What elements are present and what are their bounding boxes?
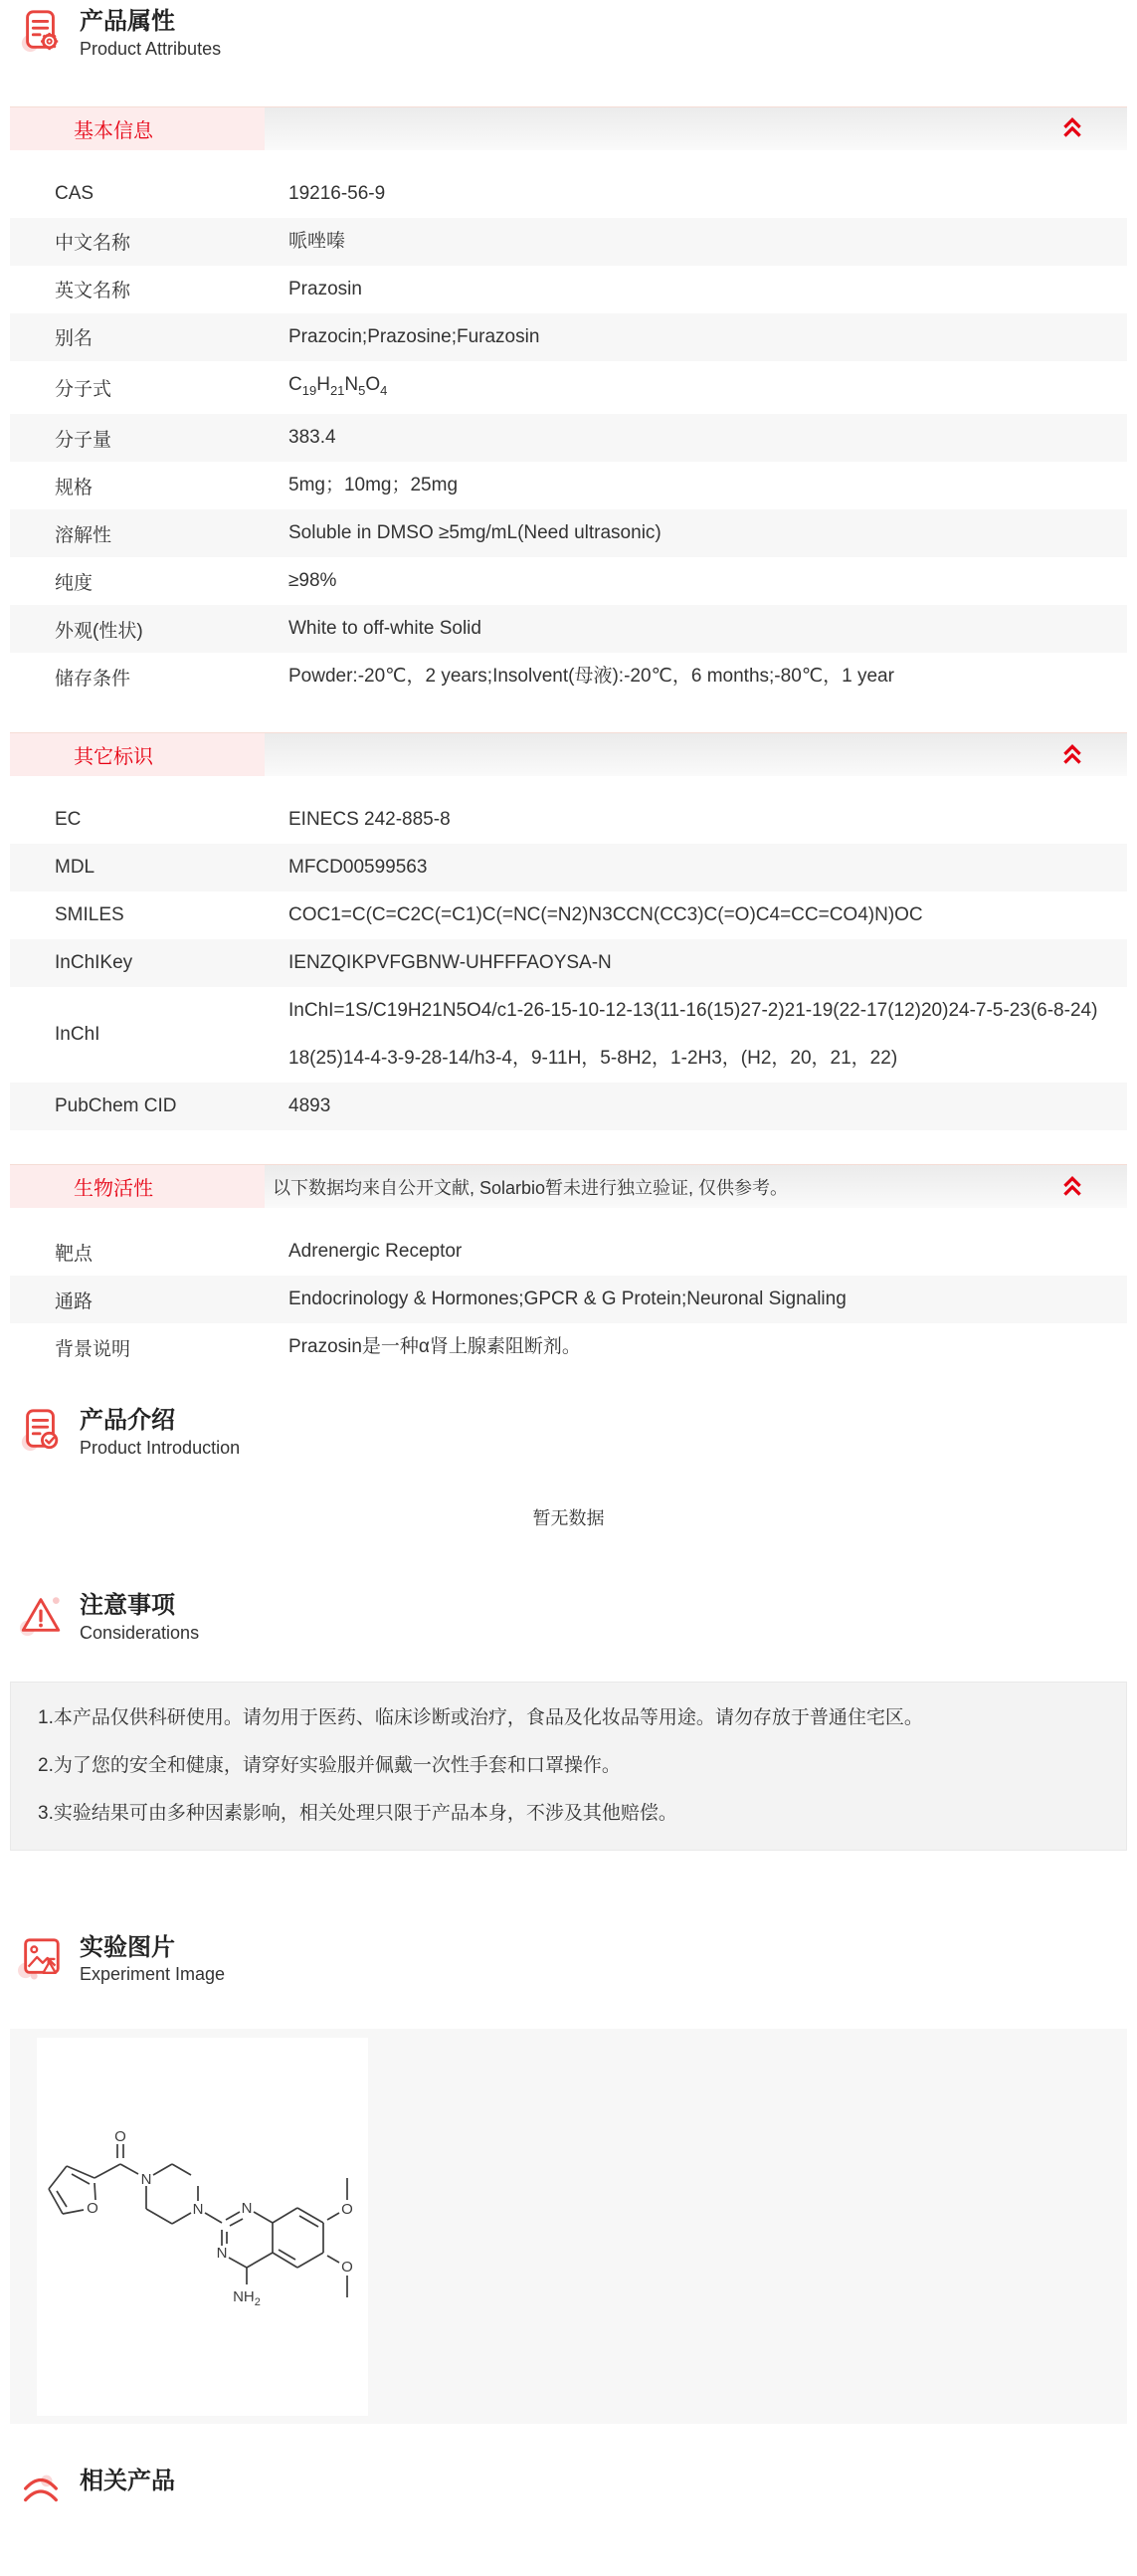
table-row <box>10 796 1127 844</box>
row-value: COC1=C(C=C2C(=C1)C(=NC(=N2)N3CCN(CC3)C(=O)C4=CC=CO4)N)OC <box>288 904 923 926</box>
row-label: 外观(性状) <box>55 620 143 642</box>
atom-label: O <box>341 2259 353 2277</box>
row-value: Powder:-20℃，2 years;Insolvent(母液):-20℃，6 months;-80℃，1 year <box>288 666 894 688</box>
section-title-en: Considerations <box>80 1622 200 1643</box>
row-value: InChI=1S/C19H21N5O4/c1-26-15-10-12-13(11-16(15)27-2)21-19(22-17(12)20)24-7-5-23(6-8-24)18(25)14-4-3-9-28-14/h3-4，9-11H，5-8H2，1-2H3，(H2，20，21，22) <box>288 1000 1098 1070</box>
double-chevron-up-icon <box>1059 742 1085 768</box>
atom-label: N <box>216 2245 228 2263</box>
atom-label: O <box>114 2128 126 2146</box>
row-label: 英文名称 <box>55 281 131 302</box>
bioactivity-table <box>10 1228 1127 1371</box>
double-chevron-up-icon <box>1059 1174 1085 1200</box>
table-row <box>10 509 1127 557</box>
row-label: 纯度 <box>55 572 94 594</box>
table-row <box>10 653 1127 700</box>
experiment-image-header <box>10 1934 1127 1986</box>
other-ids-table <box>10 796 1127 1130</box>
row-label: 中文名称 <box>55 233 131 255</box>
product-attributes-header <box>10 0 1127 60</box>
table-row <box>10 1323 1127 1371</box>
table-row <box>10 218 1127 266</box>
table-row <box>10 170 1127 218</box>
row-label: EC <box>55 809 82 831</box>
table-row <box>10 939 1127 987</box>
row-value: Adrenergic Receptor <box>288 1241 463 1263</box>
atom-label: N <box>192 2201 204 2219</box>
table-row <box>10 462 1127 509</box>
experiment-image-thumbnail[interactable] <box>37 2038 368 2416</box>
bioactivity-collapse-button[interactable] <box>1059 1174 1085 1200</box>
atom-label: O <box>341 2201 353 2219</box>
row-label: CAS <box>55 182 95 204</box>
table-row <box>10 557 1127 605</box>
row-label: InChI <box>55 1024 100 1046</box>
row-label: MDL <box>55 857 95 879</box>
product-introduction-titles <box>80 1407 240 1459</box>
row-label: 别名 <box>55 328 94 350</box>
experiment-image-titles <box>80 1934 225 1986</box>
section-title-en: Product Attributes <box>80 38 222 59</box>
row-label: 背景说明 <box>55 1338 131 1360</box>
row-value: 383.4 <box>288 427 336 449</box>
atom-label: O <box>87 2200 98 2218</box>
table-row <box>10 313 1127 361</box>
bioactivity-disclaimer: 以下数据均来自公开文献, Solarbio暂未进行独立验证, 仅供参考。 <box>273 1177 789 1198</box>
double-chevron-up-icon <box>1059 115 1085 141</box>
considerations-note-box <box>10 1682 1127 1851</box>
experiment-image-area <box>10 2029 1127 2424</box>
bioactivity-title: 生物活性 <box>74 1178 153 1201</box>
section-title-zh: 产品属性 <box>80 8 175 35</box>
consideration-note: 2.为了您的安全和健康，请穿好实验服并佩戴一次性手套和口罩操作。 <box>38 1754 621 1776</box>
table-row <box>10 892 1127 939</box>
row-value: $C_{19}H_{21}N_5O_4$ <box>288 373 388 398</box>
other-ids-title: 其它标识 <box>74 746 153 769</box>
row-value: Prazosin是一种α肾上腺素阻断剂。 <box>288 1336 581 1358</box>
row-value: Soluble in DMSO ≥5mg/mL(Need ultrasonic) <box>288 522 662 544</box>
row-label: 规格 <box>55 477 94 498</box>
document-gear-icon <box>18 8 64 54</box>
considerations-titles <box>80 1592 199 1644</box>
prazosin-structure-image <box>37 2038 368 2416</box>
row-label: 储存条件 <box>55 668 131 690</box>
basic-info-table <box>10 170 1127 701</box>
no-data-placeholder: 暂无数据 <box>532 1507 605 1528</box>
bioactivity-title-block <box>10 1165 265 1208</box>
basic-info-title: 基本信息 <box>74 119 153 142</box>
table-row <box>10 361 1127 415</box>
picture-flask-icon <box>18 1934 64 1980</box>
table-row <box>10 1228 1127 1276</box>
row-label: 通路 <box>55 1290 94 1312</box>
bioactivity-panel-bar <box>10 1164 1127 1208</box>
consideration-note: 3.实验结果可由多种因素影响，相关处理只限于产品本身，不涉及其他赔偿。 <box>38 1802 677 1824</box>
row-value: Prazosin <box>288 278 362 299</box>
other-ids-collapse-button[interactable] <box>1059 742 1085 768</box>
row-value: 哌唑嗪 <box>288 230 346 252</box>
document-check-icon <box>18 1407 64 1453</box>
section-title-zh: 实验图片 <box>80 1933 175 1961</box>
row-label: InChIKey <box>55 952 133 974</box>
considerations-header <box>10 1592 1127 1644</box>
row-label: SMILES <box>55 904 124 926</box>
row-label: 分子式 <box>55 378 112 400</box>
table-row <box>10 414 1127 462</box>
row-value: MFCD00599563 <box>288 857 428 879</box>
related-products-titles <box>80 2468 175 2495</box>
section-title-en: Experiment Image <box>80 1964 226 1985</box>
table-row <box>10 266 1127 313</box>
row-value: 4893 <box>288 1095 331 1117</box>
table-row <box>10 1276 1127 1323</box>
row-value: ≥98% <box>288 570 337 592</box>
row-value: White to off-white Solid <box>288 618 481 640</box>
row-label: 靶点 <box>55 1243 94 1265</box>
consideration-note: 1.本产品仅供科研使用。请勿用于医药、临床诊断或治疗，食品及化妆品等用途。请勿存放于普通住宅区。 <box>38 1706 923 1728</box>
row-label: 溶解性 <box>55 524 112 546</box>
section-title-zh: 注意事项 <box>80 1591 175 1619</box>
atom-label: N <box>140 2171 152 2189</box>
basic-info-panel-bar <box>10 106 1127 150</box>
basic-info-title-block <box>10 107 265 150</box>
atom-label: $NH_2$ <box>233 2288 261 2309</box>
row-label: 分子量 <box>55 429 112 451</box>
table-row <box>10 605 1127 653</box>
related-products-icon <box>18 2468 64 2513</box>
row-value: 5mg；10mg；25mg <box>288 475 459 496</box>
warning-triangle-icon <box>18 1592 64 1638</box>
basic-info-collapse-button[interactable] <box>1059 115 1085 141</box>
related-products-header <box>10 2468 1127 2513</box>
product-introduction-header <box>10 1407 1127 1459</box>
section-title-zh: 产品介绍 <box>80 1407 175 1435</box>
product-attributes-titles <box>80 8 221 60</box>
row-value: 19216-56-9 <box>288 182 386 204</box>
row-label: PubChem CID <box>55 1095 177 1117</box>
row-value: IENZQIKPVFGBNW-UHFFFAOYSA-N <box>288 952 612 974</box>
table-row <box>10 1083 1127 1130</box>
section-title-en: Product Introduction <box>80 1437 241 1458</box>
other-ids-title-block <box>10 733 265 776</box>
table-row <box>10 987 1127 1083</box>
table-row <box>10 844 1127 892</box>
other-ids-panel-bar <box>10 732 1127 776</box>
row-value: Prazocin;Prazosine;Furazosin <box>288 325 540 347</box>
atom-label: N <box>241 2200 253 2218</box>
row-value: Endocrinology & Hormones;GPCR & G Protein;Neuronal Signaling <box>288 1288 847 1310</box>
section-title-zh: 相关产品 <box>80 2468 175 2495</box>
row-value: EINECS 242-885-8 <box>288 809 451 831</box>
